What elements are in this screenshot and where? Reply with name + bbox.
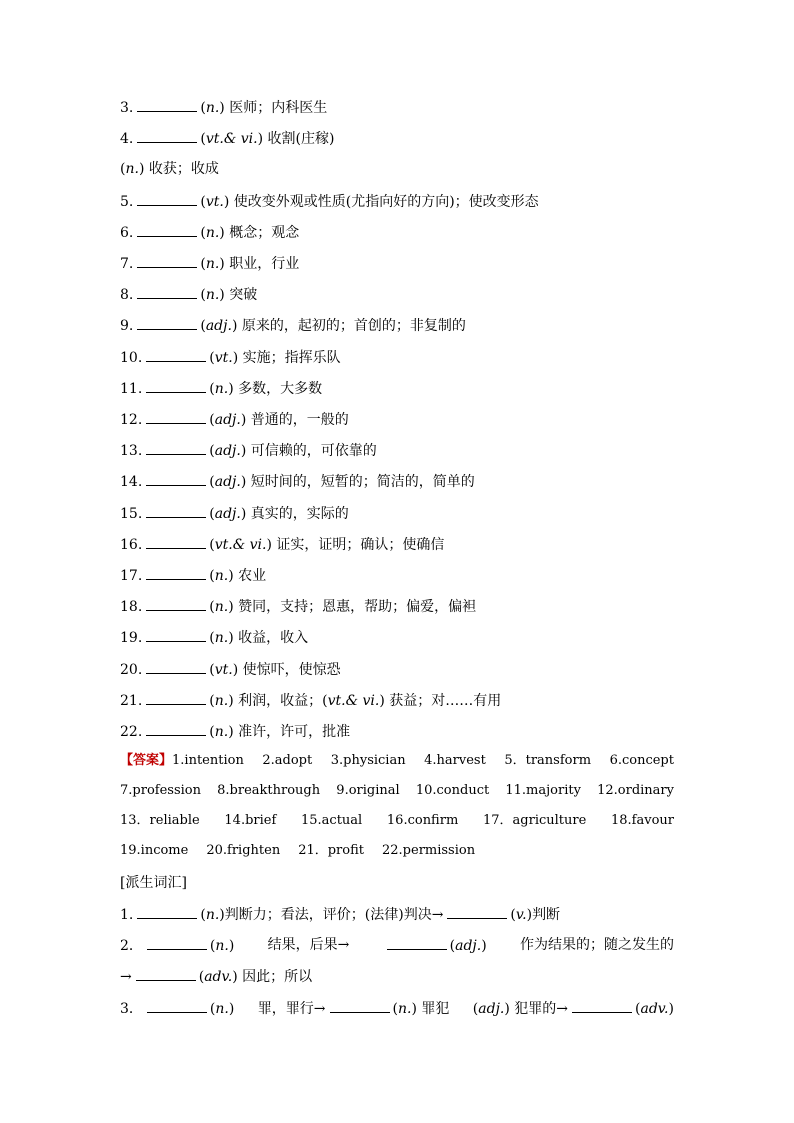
answer-blank[interactable] — [146, 722, 206, 736]
definition: 收获；收成 — [148, 161, 219, 177]
definition: 可信赖的，可依靠的 — [250, 443, 377, 459]
answer-blank[interactable] — [146, 535, 206, 549]
answer-row — [120, 752, 674, 770]
part-of-speech-abbrev: adj. — [214, 412, 241, 428]
part-of-speech: (vt.& vi.) — [322, 693, 385, 709]
vocab-item — [120, 628, 674, 647]
part-of-speech: (n.) — [209, 693, 234, 709]
part-of-speech-abbrev: n. — [214, 693, 229, 709]
definition: 职业，行业 — [229, 256, 300, 272]
answer-item: 6.concept — [609, 753, 674, 768]
definition: 短时间的，短暂的；简洁的，简单的 — [250, 474, 475, 490]
part-of-speech: (vt.) — [209, 350, 239, 366]
answer-item: 4.harvest — [424, 753, 486, 768]
part-of-speech: (adj.) — [449, 938, 487, 954]
part-of-speech: (adj.) — [209, 474, 247, 490]
definition: 罪犯 — [416, 1001, 450, 1017]
answer-blank[interactable] — [137, 285, 197, 299]
part-of-speech-abbrev: adv. — [204, 969, 233, 985]
part-of-speech-abbrev: n. — [205, 225, 220, 241]
derived-item — [120, 905, 674, 924]
item-number: 12. — [120, 412, 143, 428]
vocab-item — [120, 660, 674, 679]
part-of-speech-abbrev: n. — [214, 630, 229, 646]
part-of-speech: (vt.) — [209, 662, 239, 678]
answer-item: 11.majority — [505, 783, 581, 798]
definition: 利润，收益； — [238, 693, 323, 709]
definition: 真实的，实际的 — [250, 506, 349, 522]
definition: 使改变外观或性质(尤指向好的方向)；使改变形态 — [233, 194, 539, 210]
answer-item: 18.favour — [611, 813, 674, 828]
part-of-speech: (n.) — [209, 568, 234, 584]
vocab-item — [120, 348, 674, 367]
part-of-speech-abbrev: n. — [215, 1001, 229, 1017]
part-of-speech: (adj.) — [209, 412, 247, 428]
item-number: 11. — [120, 381, 143, 397]
part-of-speech-abbrev: vt. — [205, 194, 224, 210]
vocab-item — [120, 504, 674, 523]
part-of-speech: (n.) — [200, 287, 225, 303]
definition: 准许，许可，批准 — [238, 724, 351, 740]
part-of-speech: (vt.& vi.) — [200, 131, 264, 147]
definition: 医师；内科医生 — [229, 100, 328, 116]
definition: 农业 — [238, 568, 267, 584]
answer-blank[interactable] — [146, 628, 206, 642]
part-of-speech: (n.) — [209, 599, 234, 615]
item-number: 1. — [120, 907, 134, 923]
answer-blank[interactable] — [387, 936, 447, 950]
part-of-speech-abbrev: adj. — [214, 474, 241, 490]
answer-blank[interactable] — [146, 504, 206, 518]
definition: 获益；对……有用 — [389, 693, 502, 709]
answer-item: 3.physician — [330, 753, 406, 768]
item-number: 21. — [120, 693, 143, 709]
answer-blank[interactable] — [147, 999, 207, 1013]
vocab-item — [120, 535, 674, 554]
part-of-speech-abbrev: adv. — [640, 1001, 669, 1017]
part-of-speech: (n.) — [209, 724, 234, 740]
part-of-speech: (n.) — [209, 938, 235, 954]
part-of-speech-abbrev: n. — [397, 1001, 412, 1017]
vocab-item — [120, 722, 674, 741]
item-number: 17. — [120, 568, 143, 584]
answer-blank[interactable] — [136, 967, 196, 981]
vocab-item — [120, 160, 674, 178]
definition: 结果，后果→ — [267, 937, 350, 953]
item-number: 10. — [120, 350, 143, 366]
answer-item: 5．transform — [504, 753, 592, 768]
part-of-speech: (adv.) — [198, 969, 238, 985]
part-of-speech-abbrev: v. — [515, 907, 527, 923]
item-number: 5. — [120, 194, 134, 210]
part-of-speech: (vt.& vi.) — [209, 537, 272, 553]
answer-first — [120, 752, 244, 770]
definition: 判断 — [532, 907, 561, 923]
part-of-speech-abbrev: vt.& vi. — [214, 537, 267, 553]
answer-blank[interactable] — [137, 316, 197, 330]
answer-blank[interactable] — [146, 410, 206, 424]
answer-item: 15.actual — [300, 813, 363, 828]
vocab-item — [120, 597, 674, 616]
answer-blank[interactable] — [137, 223, 197, 237]
answer-item: 19.income — [120, 843, 189, 858]
part-of-speech-abbrev: adj. — [455, 938, 482, 954]
answer-row — [120, 812, 674, 830]
vocab-item — [120, 129, 674, 148]
part-of-speech: (n.) — [200, 100, 225, 116]
item-number: 3． — [120, 1001, 143, 1017]
item-number: 9. — [120, 318, 134, 334]
part-of-speech-abbrev: adj. — [205, 318, 232, 334]
item-number: 22. — [120, 724, 143, 740]
part-of-speech: (n.) — [200, 907, 225, 923]
vocab-item — [120, 410, 674, 429]
item-mid — [383, 936, 487, 955]
item-number: 20. — [120, 662, 143, 678]
answer-item: 7.profession — [120, 783, 201, 798]
definition: 实施；指挥乐队 — [242, 350, 341, 366]
answer-blank[interactable] — [146, 566, 206, 580]
section-heading: [派生词汇] — [120, 875, 187, 891]
item-number: 6. — [120, 225, 134, 241]
part-of-speech: (adv.) — [635, 1001, 674, 1017]
part-of-speech: (n.) — [120, 161, 145, 177]
vocab-item — [120, 691, 674, 710]
definition: 收割(庄稼) — [267, 131, 335, 147]
answer-row — [120, 782, 674, 800]
part-of-speech: (v.) — [510, 907, 533, 923]
derived-item-continued — [120, 967, 674, 986]
answer-blank[interactable] — [137, 254, 197, 268]
part-of-speech-abbrev: n. — [205, 287, 220, 303]
answer-item: 10.conduct — [415, 783, 490, 798]
vocab-item — [120, 254, 674, 273]
item-number: 18. — [120, 599, 143, 615]
part-of-speech: (n.) — [209, 381, 234, 397]
answer-item: 20.frighten — [206, 843, 281, 858]
vocab-item — [120, 192, 674, 211]
arrow: → — [120, 969, 132, 985]
answer-blank[interactable] — [447, 905, 507, 919]
part-of-speech: (adj.) — [200, 318, 238, 334]
vocab-item — [120, 441, 674, 460]
part-of-speech-abbrev: n. — [214, 568, 229, 584]
vocab-item — [120, 223, 674, 242]
item-end — [473, 999, 674, 1018]
part-of-speech: (n.) — [392, 1001, 417, 1017]
answer-item: 9.original — [336, 783, 400, 798]
part-of-speech: (vt.) — [200, 194, 230, 210]
answer-blank[interactable] — [146, 472, 206, 486]
answer-blank[interactable] — [146, 691, 206, 705]
part-of-speech: (n.) — [200, 256, 225, 272]
part-of-speech-abbrev: adj. — [214, 506, 241, 522]
answer-blank[interactable] — [146, 441, 206, 455]
definition: 判断力；看法，评价；(法律)判决→ — [224, 907, 444, 923]
definition: 犯罪的→ — [509, 1001, 569, 1017]
part-of-speech-abbrev: vt. — [214, 662, 233, 678]
item-number: 13. — [120, 443, 143, 459]
item-number: 19. — [120, 630, 143, 646]
part-of-speech-abbrev: vt.& vi. — [205, 131, 258, 147]
answer-row — [120, 842, 674, 860]
part-of-speech: (adj.) — [209, 443, 247, 459]
answer-item: 12.ordinary — [597, 783, 674, 798]
derived-item — [120, 999, 674, 1018]
part-of-speech-abbrev: vt.& vi. — [327, 693, 380, 709]
answer-item: 8.breakthrough — [217, 783, 321, 798]
definition: 赞同，支持；恩惠，帮助；偏爱，偏袒 — [238, 599, 477, 615]
item-number: 3. — [120, 100, 134, 116]
item-start — [120, 999, 234, 1018]
answer-item: 14.brief — [224, 813, 277, 828]
part-of-speech-abbrev: n. — [205, 907, 220, 923]
part-of-speech-abbrev: n. — [205, 100, 220, 116]
definition: 多数，大多数 — [238, 381, 323, 397]
answer-blank[interactable] — [147, 936, 207, 950]
definition: 作为结果的；随之发生的 — [520, 937, 674, 953]
part-of-speech-abbrev: adj. — [478, 1001, 505, 1017]
item-number: 14. — [120, 474, 143, 490]
answer-item: 13．reliable — [120, 813, 200, 828]
vocab-item — [120, 566, 674, 585]
definition: 突破 — [229, 287, 258, 303]
item-number: 4. — [120, 131, 134, 147]
answer-item: 2.adopt — [262, 753, 313, 768]
part-of-speech-abbrev: n. — [214, 381, 229, 397]
definition: 证实，证明；确认；使确信 — [276, 537, 445, 553]
definition: 概念；观念 — [229, 225, 300, 241]
answer-item: 17．agriculture — [482, 813, 587, 828]
part-of-speech-abbrev: n. — [214, 599, 229, 615]
vocab-item — [120, 316, 674, 335]
part-of-speech: (n.) — [209, 1001, 235, 1017]
item-start — [120, 936, 234, 955]
answer-blank[interactable] — [572, 999, 632, 1013]
answer-blank[interactable] — [137, 129, 197, 143]
item-mid — [258, 999, 450, 1018]
answer-item: 16.confirm — [386, 813, 459, 828]
item-number: 16. — [120, 537, 143, 553]
answer-item: 1.intention — [172, 753, 244, 768]
vocab-item — [120, 379, 674, 398]
answer-item: 21．profit — [298, 843, 364, 858]
vocab-item — [120, 285, 674, 304]
vocab-item — [120, 98, 674, 117]
item-number: 7. — [120, 256, 134, 272]
part-of-speech-abbrev: n. — [215, 938, 229, 954]
derived-item — [120, 936, 674, 955]
part-of-speech-abbrev: vt. — [214, 350, 233, 366]
answer-blank[interactable] — [137, 905, 197, 919]
answer-blank[interactable] — [137, 98, 197, 112]
definition: 因此；所以 — [242, 969, 313, 985]
item-number: 8. — [120, 287, 134, 303]
definition: 原来的，起初的；首创的；非复制的 — [241, 318, 466, 334]
answer-blank[interactable] — [146, 597, 206, 611]
part-of-speech-abbrev: n. — [125, 161, 139, 177]
item-number: 2． — [120, 938, 143, 954]
part-of-speech: (n.) — [200, 225, 225, 241]
answer-item: 22.permission — [382, 843, 476, 858]
definition: 普通的，一般的 — [250, 412, 349, 428]
part-of-speech: (adj.) — [472, 1001, 510, 1017]
vocab-item — [120, 472, 674, 491]
answer-blank[interactable] — [137, 192, 197, 206]
answer-blank[interactable] — [146, 660, 206, 674]
part-of-speech-abbrev: n. — [205, 256, 220, 272]
answer-tag: 【答案】 — [120, 753, 173, 768]
definition: 使惊吓，使惊恐 — [242, 662, 341, 678]
part-of-speech: (adj.) — [209, 506, 247, 522]
part-of-speech: (n.) — [209, 630, 234, 646]
answer-blank[interactable] — [146, 348, 206, 362]
definition: 罪，罪行→ — [257, 1001, 326, 1017]
part-of-speech-abbrev: n. — [214, 724, 229, 740]
answer-blank[interactable] — [146, 379, 206, 393]
definition: 收益，收入 — [238, 630, 309, 646]
part-of-speech-abbrev: adj. — [214, 443, 241, 459]
item-number: 15. — [120, 506, 143, 522]
answer-blank[interactable] — [330, 999, 390, 1013]
